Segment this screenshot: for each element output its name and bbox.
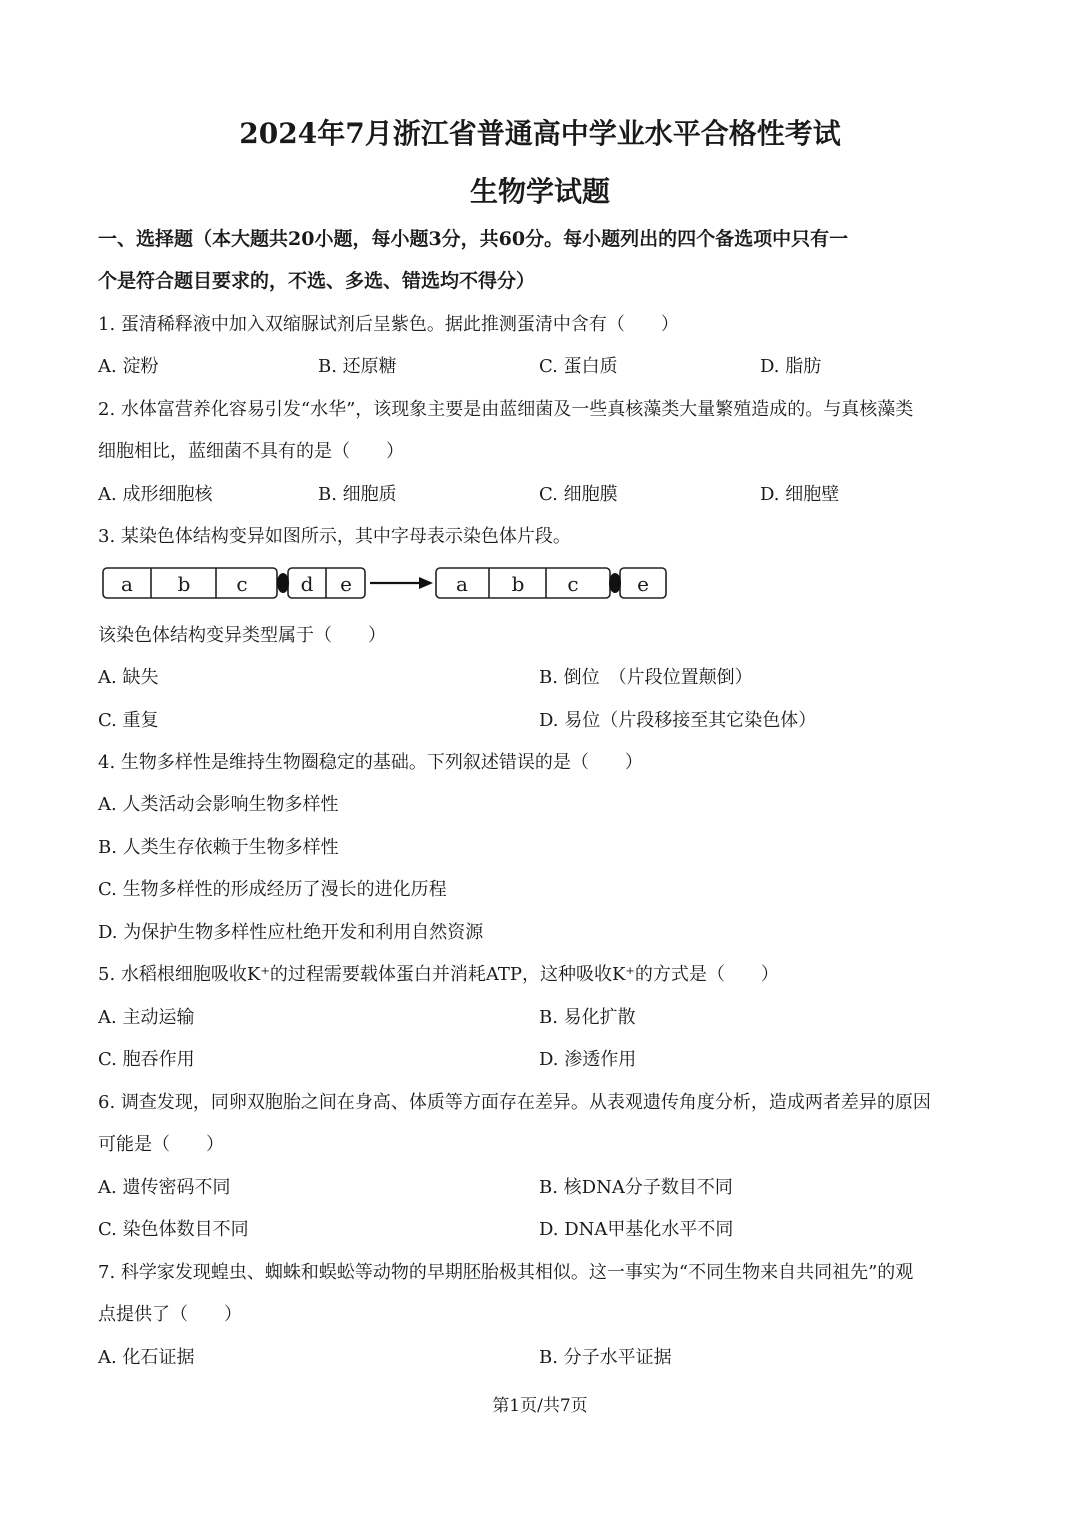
section-header-line2: 个是符合题目要求的，不选、多选、错选均不得分） xyxy=(98,270,536,292)
question-6-option-b: B. 核DNA分子数目不同 xyxy=(539,1177,733,1198)
segment-label: e xyxy=(637,572,649,596)
exam-title: 2024年7月浙江省普通高中学业水平合格性考试 xyxy=(239,117,841,150)
question-6-option-a: A. 遗传密码不同 xyxy=(98,1177,231,1198)
question-7-stem-line2: 点提供了（ ） xyxy=(98,1304,242,1325)
question-6-option-d: D. DNA甲基化水平不同 xyxy=(539,1219,734,1240)
question-5-option-a: A. 主动运输 xyxy=(98,1007,195,1028)
centromere-before xyxy=(277,573,289,593)
question-1-option-a: A. 淀粉 xyxy=(98,356,159,377)
question-2-option-a: A. 成形细胞核 xyxy=(98,484,213,505)
question-5-option-b: B. 易化扩散 xyxy=(539,1007,636,1028)
question-3-option-b: B. 倒位 （片段位置颠倒） xyxy=(539,667,753,688)
question-4-option-c: C. 生物多样性的形成经历了漫长的进化历程 xyxy=(98,879,447,900)
segment-label: e xyxy=(340,572,352,596)
chromosome-diagram xyxy=(100,564,672,604)
section-header-line1: 一、选择题（本大题共20小题，每小题3分，共60分。每小题列出的四个备选项中只有一 xyxy=(98,228,849,250)
question-6-option-c: C. 染色体数目不同 xyxy=(98,1219,249,1240)
question-2-option-b: B. 细胞质 xyxy=(318,484,397,505)
question-1-option-c: C. 蛋白质 xyxy=(539,356,618,377)
question-3-option-c: C. 重复 xyxy=(98,710,159,731)
question-4-option-b: B. 人类生存依赖于生物多样性 xyxy=(98,837,339,858)
question-3-stem: 3. 某染色体结构变异如图所示，其中字母表示染色体片段。 xyxy=(98,526,571,547)
question-4-option-d: D. 为保护生物多样性应杜绝开发和利用自然资源 xyxy=(98,922,484,943)
question-1-option-b: B. 还原糖 xyxy=(318,356,397,377)
question-2-option-c: C. 细胞膜 xyxy=(539,484,618,505)
question-6-stem-line1: 6. 调查发现，同卵双胞胎之间在身高、体质等方面存在差异。从表观遗传角度分析，造成两者差异的原因 xyxy=(98,1092,931,1113)
question-4-option-a: A. 人类活动会影响生物多样性 xyxy=(98,794,339,815)
segment-label: c xyxy=(236,572,248,596)
question-5-stem: 5. 水稻根细胞吸收K⁺的过程需要载体蛋白并消耗ATP，这种吸收K⁺的方式是（ ） xyxy=(98,964,779,985)
question-4-stem: 4. 生物多样性是维持生物圈稳定的基础。下列叙述错误的是（ ） xyxy=(98,752,643,773)
page-footer: 第1页/共7页 xyxy=(492,1396,588,1416)
question-5-option-c: C. 胞吞作用 xyxy=(98,1049,195,1070)
segment-label: b xyxy=(511,572,525,596)
question-2-stem-line2: 细胞相比，蓝细菌不具有的是（ ） xyxy=(98,441,404,462)
segment-label: b xyxy=(177,572,191,596)
question-2-stem-line1: 2. 水体富营养化容易引发“水华”，该现象主要是由蓝细菌及一些真核藻类大量繁殖造成的。与真核藻类 xyxy=(98,399,914,420)
question-6-stem-line2: 可能是（ ） xyxy=(98,1134,224,1155)
question-1-option-d: D. 脂肪 xyxy=(760,356,822,377)
segment-label: a xyxy=(456,572,468,596)
segment-label: c xyxy=(567,572,579,596)
question-7-stem-line1: 7. 科学家发现蝗虫、蜘蛛和蜈蚣等动物的早期胚胎极其相似。这一事实为“不同生物来自共同祖先”的观 xyxy=(98,1262,914,1283)
question-7-option-b: B. 分子水平证据 xyxy=(539,1347,672,1368)
segment-label: a xyxy=(121,572,133,596)
question-3-stem-line2: 该染色体结构变异类型属于（ ） xyxy=(98,625,386,646)
question-3-option-d: D. 易位（片段移接至其它染色体） xyxy=(539,710,817,731)
mutation-arrowhead xyxy=(419,577,433,589)
question-3-option-a: A. 缺失 xyxy=(98,667,159,688)
centromere-after xyxy=(609,573,621,593)
exam-subtitle: 生物学试题 xyxy=(469,175,610,208)
question-7-option-a: A. 化石证据 xyxy=(98,1347,195,1368)
question-5-option-d: D. 渗透作用 xyxy=(539,1049,637,1070)
question-2-option-d: D. 细胞壁 xyxy=(760,484,840,505)
question-1-stem: 1. 蛋清稀释液中加入双缩脲试剂后呈紫色。据此推测蛋清中含有（ ） xyxy=(98,314,679,335)
segment-label: d xyxy=(300,572,314,596)
